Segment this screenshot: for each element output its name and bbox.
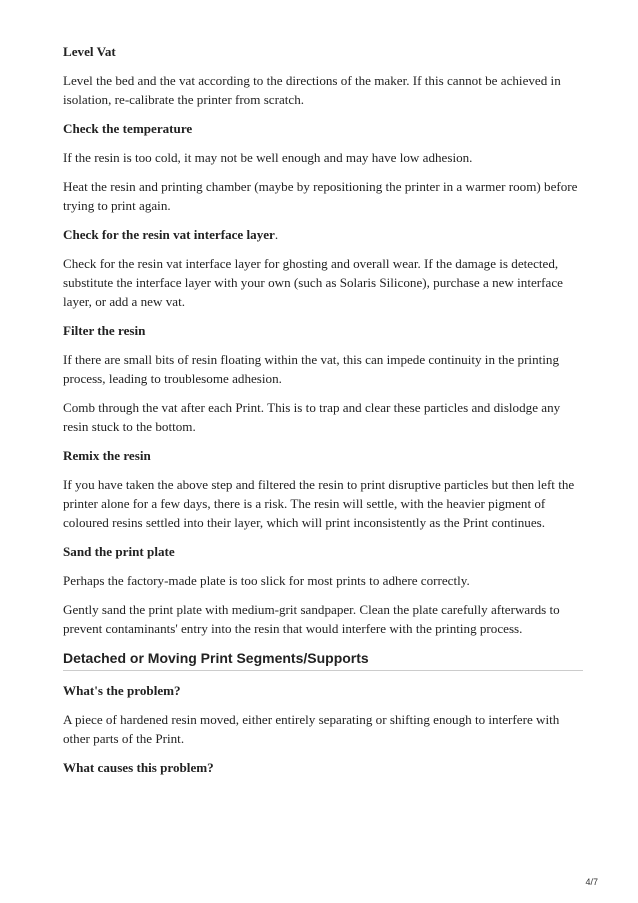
paragraph: Level the bed and the vat according to the directions of the maker. If this cannot be achieved in isolation, re-calibrate the printer from scratch. <box>63 73 561 107</box>
heading-level-vat: Level Vat <box>63 44 116 59</box>
heading-suffix: . <box>274 227 279 242</box>
heading-text: Check for the resin vat interface layer <box>63 227 275 242</box>
paragraph: Gently sand the print plate with medium-grit sandpaper. Clean the plate carefully afterwards to prevent contaminants' entry into the resin that would interfere with the printing process. <box>63 602 560 636</box>
paragraph: Heat the resin and printing chamber (maybe by repositioning the printer in a warmer room) before trying to print again. <box>63 179 578 213</box>
heading-what-causes-problem: What causes this problem? <box>63 760 214 775</box>
paragraph: A piece of hardened resin moved, either entirely separating or shifting enough to interfere with other parts of the Print. <box>63 712 560 746</box>
paragraph: If you have taken the above step and filtered the resin to print disruptive particles but then left the printer alone for a few days, there is a risk. The resin will settle, with the heavier pigment of coloured resins settled into their layer, which will print inconsistently as the Print continues. <box>63 477 575 530</box>
section-title-detached-supports: Detached or Moving Print Segments/Supports <box>63 648 583 671</box>
paragraph: If the resin is too cold, it may not be well enough and may have low adhesion. <box>63 150 473 165</box>
heading-sand-print-plate: Sand the print plate <box>63 544 175 559</box>
paragraph: Check for the resin vat interface layer for ghosting and overall wear. If the damage is detected, substitute the interface layer with your own (such as Solaris Silicone), purchase a new interface layer, or add a new vat. <box>63 256 563 309</box>
page-number: 4/7 <box>585 877 598 887</box>
document-content <box>63 42 583 787</box>
heading-check-temperature: Check the temperature <box>63 121 193 136</box>
paragraph: Perhaps the factory-made plate is too slick for most prints to adhere correctly. <box>63 573 470 588</box>
paragraph: Comb through the vat after each Print. This is to trap and clear these particles and dislodge any resin stuck to the bottom. <box>63 400 561 434</box>
heading-check-interface-layer <box>63 225 583 244</box>
heading-filter-resin: Filter the resin <box>63 323 146 338</box>
paragraph: If there are small bits of resin floating within the vat, this can impede continuity in the printing process, leading to troublesome adhesion. <box>63 352 559 386</box>
heading-remix-resin: Remix the resin <box>63 448 151 463</box>
heading-whats-the-problem: What's the problem? <box>63 683 181 698</box>
